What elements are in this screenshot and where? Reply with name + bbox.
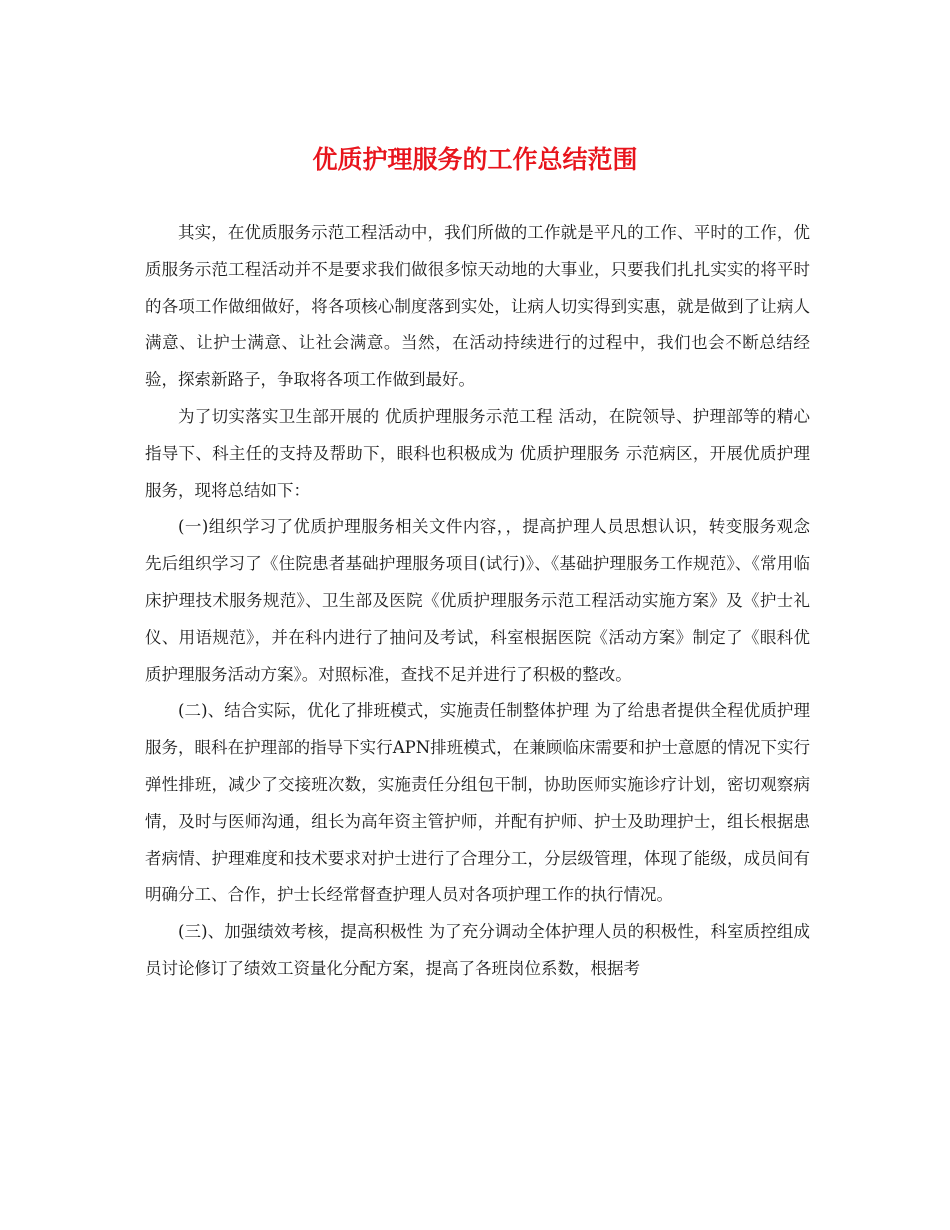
- paragraph-1: 其实，在优质服务示范工程活动中，我们所做的工作就是平凡的工作、平时的工作，优质服务示范工程活动并不是要求我们做很多惊天动地的大事业，只要我们扎扎实实的将平时的各项工作做细做好，将各项核心制度落到实处，让病人切实得到实惠，就是做到了让病人满意、让护士满意、让社会满意。当然，在活动持续进行的过程中，我们也会不断总结经验，探索新路子，争取将各项工作做到最好。: [145, 223, 810, 390]
- document-body: [145, 215, 810, 988]
- paragraph-4: (二)、结合实际，优化了排班模式，实施责任制整体护理 为了给患者提供全程优质护理服务，眼科在护理部的指导下实行APN排班模式，在兼顾临床需要和护士意愿的情况下实行弹性排班，减少了交接班次数，实施责任分组包干制，协助医师实施诊疗计划，密切观察病情，及时与医师沟通，组长为高年资主管护师，并配有护师、护士及助理护士，组长根据患者病情、护理难度和技术要求对护士进行了合理分工，分层级管理，体现了能级，成员间有明确分工、合作，护士长经常督查护理人员对各项护理工作的执行情况。: [145, 701, 810, 905]
- paragraph-2: 为了切实落实卫生部开展的 优质护理服务示范工程 活动，在院领导、护理部等的精心指导下、科主任的支持及帮助下，眼科也积极成为 优质护理服务 示范病区，开展优质护理服务，现将总结如下：: [145, 406, 810, 500]
- paragraph-5: (三)、加强绩效考核，提高积极性 为了充分调动全体护理人员的积极性，科室质控组成员讨论修订了绩效工资量化分配方案，提高了各班岗位系数，根据考: [145, 922, 810, 978]
- paragraph-3: (一)组织学习了优质护理服务相关文件内容，，提高护理人员思想认识，转变服务观念 先后组织学习了《住院患者基础护理服务项目(试行)》、《基础护理服务工作规范》、《常用临床护理技术服务规范》、卫生部及医院《优质护理服务示范工程活动实施方案》及《护士礼仪、用语规范》，并在科内进行了抽问及考试，科室根据医院《活动方案》制定了《眼科优质护理服务活动方案》。对照标准，查找不足并进行了积极的整改。: [145, 517, 810, 684]
- document-title: 优质护理服务的工作总结范围: [312, 145, 638, 174]
